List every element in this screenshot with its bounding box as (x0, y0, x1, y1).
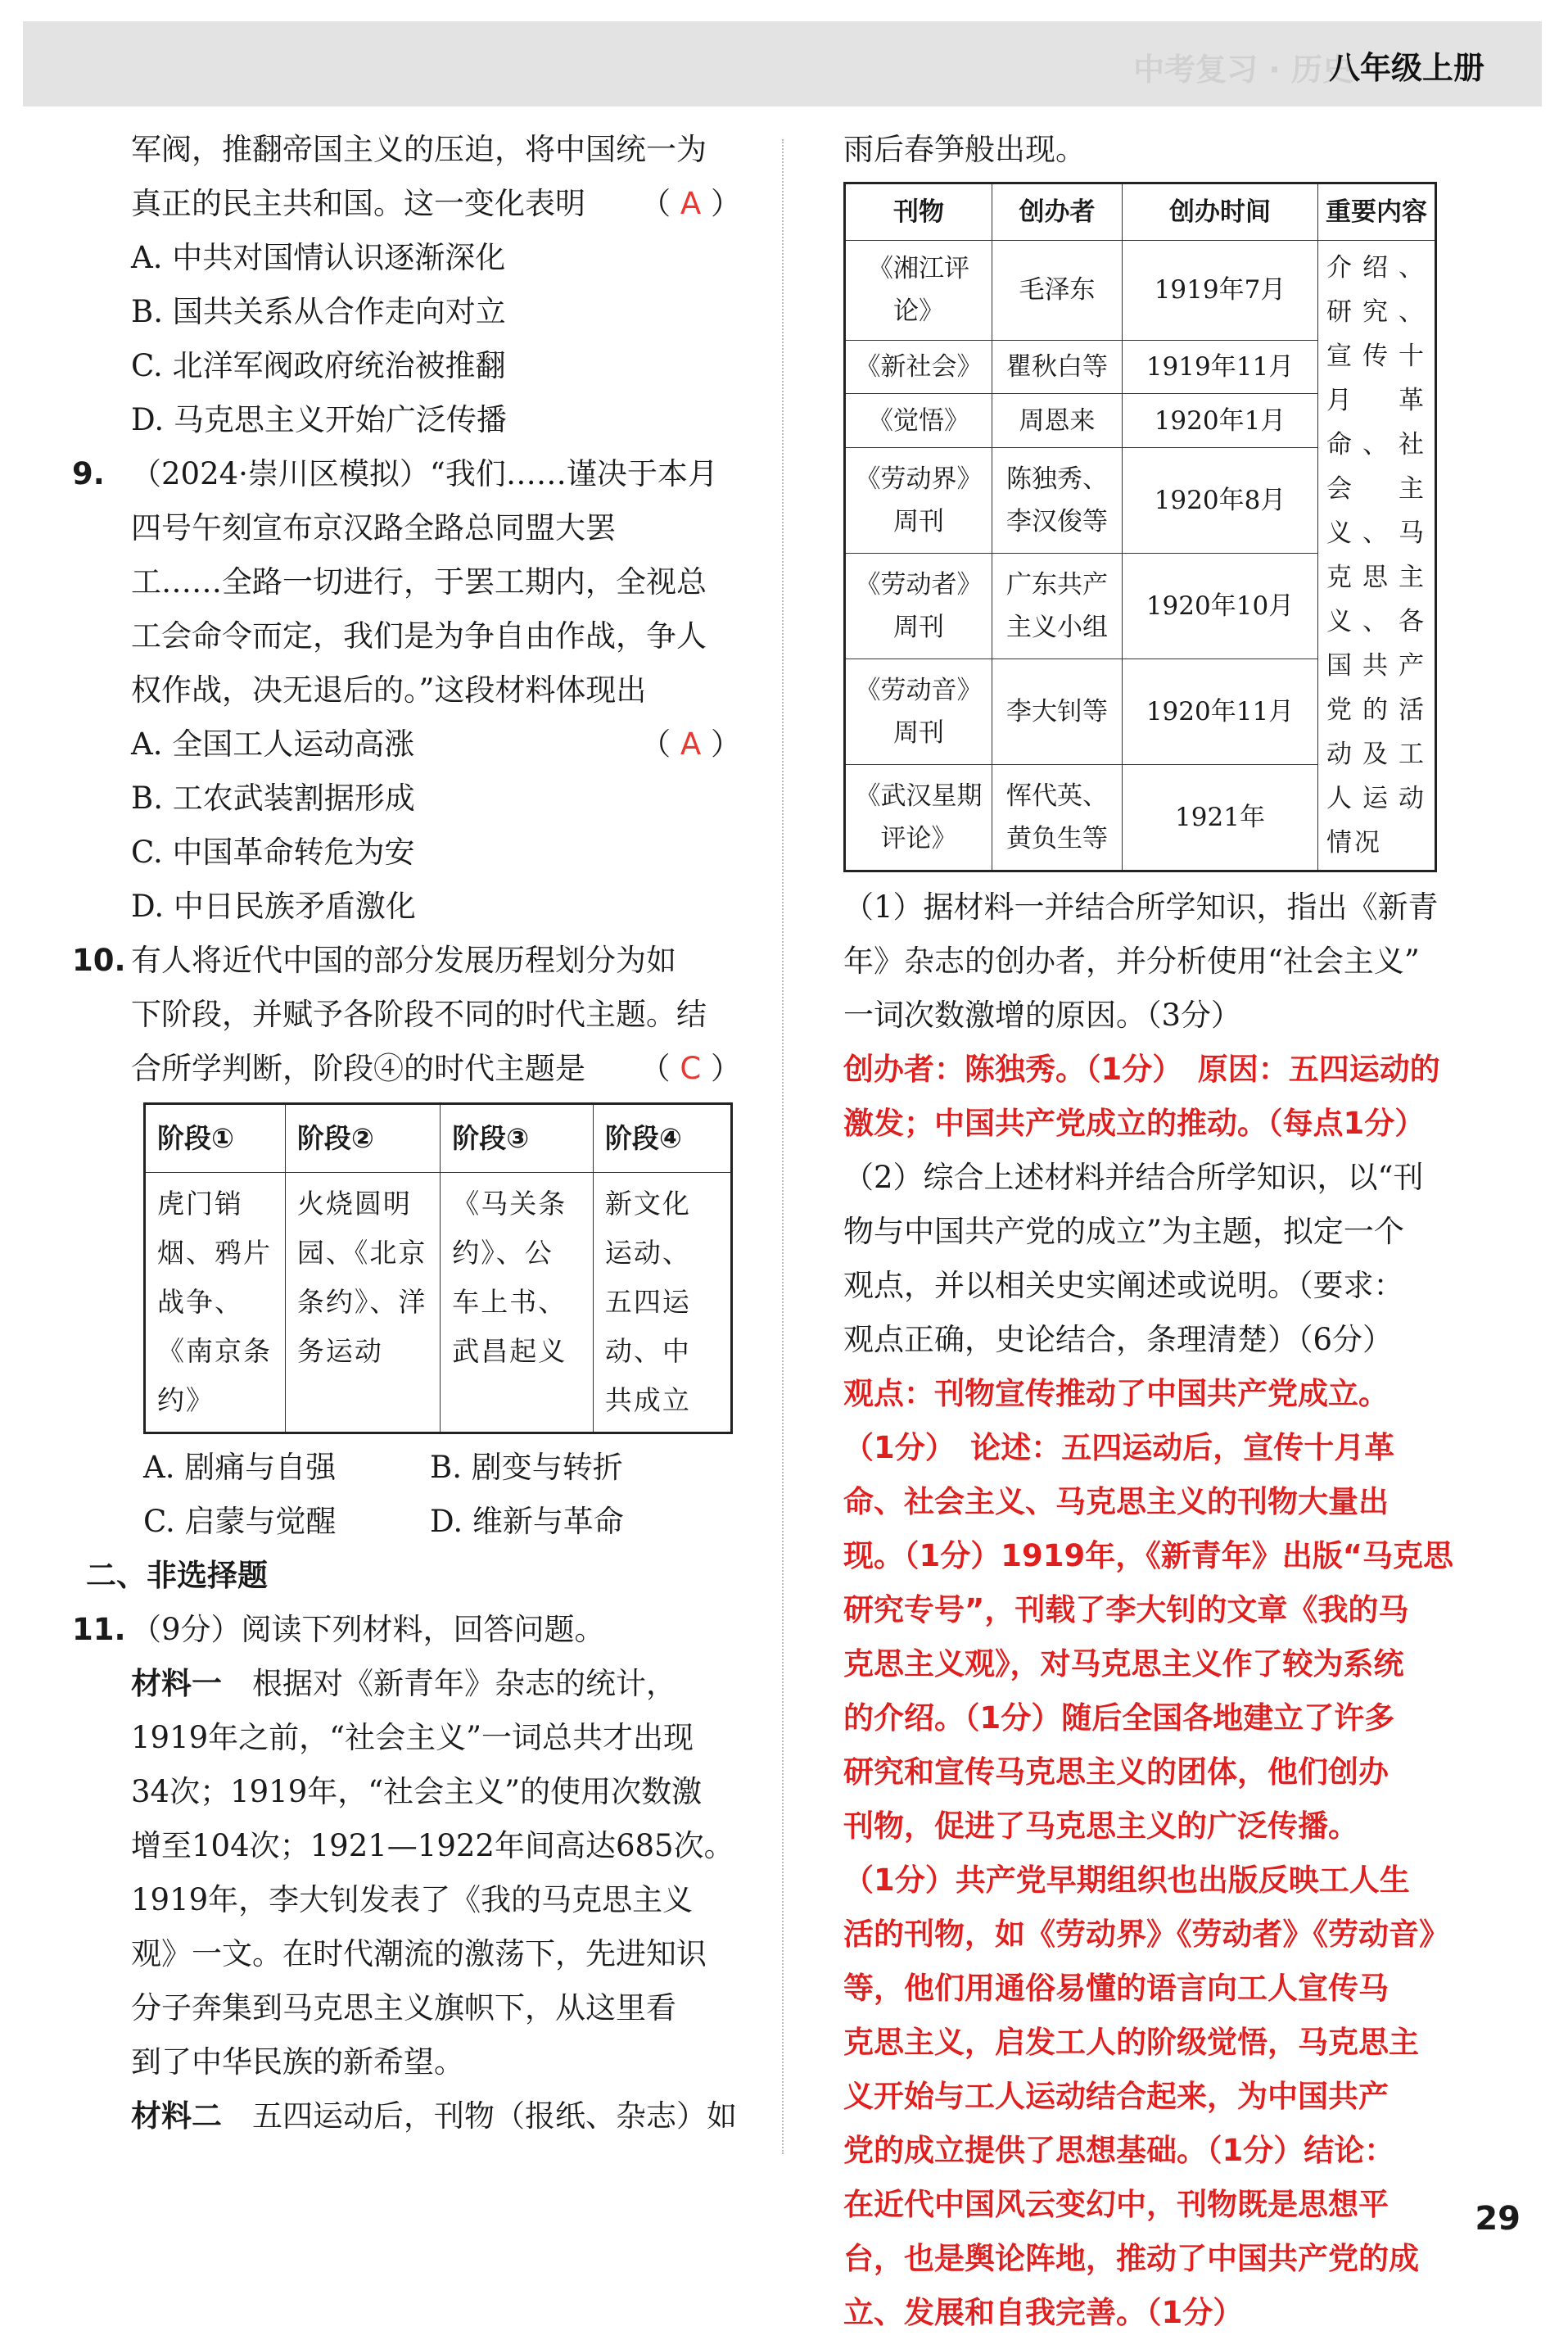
question-11 (72, 1603, 741, 2143)
answer-line: 活的刊物，如《劳动界》《劳动者》《劳动音》 (843, 1917, 1449, 1952)
question-text-line: 真正的民主共和国。这一变化表明 （ A ） (131, 186, 741, 221)
publication-table (843, 182, 1437, 872)
sub-question-line: 观点，并以相关史实阐述或说明。（要求： (843, 1268, 1404, 1303)
question-number: 10. (72, 943, 126, 978)
material-text-line: 34次；1919年，“社会主义”的使用次数激 (131, 1774, 703, 1809)
answer-mark: C (680, 1051, 702, 1086)
pub-cell: 恽代英、黄负生等 (992, 765, 1123, 871)
sub-question-line: 年》杂志的创办者，并分析使用“社会主义” (843, 944, 1420, 979)
stage-cell: 《马关条约》、公车上书、武昌起义 (441, 1173, 594, 1433)
question-10: 10. 有人将近代中国的部分发展历程划分为如 下阶段，并赋予各阶段不同的时代主题。结 合所学判断，阶段④的时代主题是 （ C ） (86, 934, 741, 1096)
answer-line: 台，也是舆论阵地，推动了中国共产党的成 (843, 2241, 1419, 2276)
material-text-line: 1919年，李大钊发表了《我的马克思主义 (131, 1882, 694, 1917)
material-text-line: 到了中华民族的新希望。 (131, 2044, 464, 2080)
question-text-line: 军阀，推翻帝国主义的压迫，将中国统一为 (131, 132, 707, 167)
answer-line: 立、发展和自我完善。（1分） (843, 2295, 1244, 2330)
right-column (843, 123, 1454, 2340)
pub-header: 创办者 (992, 183, 1123, 241)
stage-header: 阶段③ (441, 1104, 594, 1173)
material-text-line: 五四运动后，刊物（报纸、杂志）如 (252, 2098, 737, 2134)
pub-cell: 1920年1月 (1123, 394, 1318, 448)
option: D. 中日民族矛盾激化 (131, 889, 416, 924)
option: B. 国共关系从合作走向对立 (131, 294, 506, 329)
answer-line: 克思主义观》，对马克思主义作了较为系统 (843, 1646, 1404, 1681)
pub-content-cell: 介绍、研究、宣传十月革命、社会主义、马克思主义、各国共产党的活动及工人运动情况 (1318, 241, 1436, 871)
left-column (72, 123, 741, 2143)
pub-cell: 1920年11月 (1123, 659, 1318, 765)
option: C. 中国革命转危为安 (131, 835, 415, 870)
answer-line: 创办者：陈独秀。（1分） 原因：五四运动的 (843, 1052, 1440, 1087)
stage-header: 阶段② (285, 1104, 440, 1173)
option: A. 剧痛与自强 (143, 1450, 337, 1485)
question-number: 9. (72, 456, 105, 491)
question-8 (86, 123, 741, 447)
option: A. 中共对国情认识逐渐深化 (131, 240, 506, 275)
pub-cell: 1919年11月 (1123, 340, 1318, 394)
pub-cell: 《觉悟》 (845, 394, 992, 448)
pub-cell: 《劳动者》周刊 (845, 554, 992, 659)
pub-cell: 《劳动音》周刊 (845, 659, 992, 765)
question-9: 9. （2024·崇川区模拟）“我们……谨决于本月 四号午刻宣布京汉路全路总同盟大罢 工……全路一切进行，于罢工期内，全视总 工会命令而定，我们是为争自由作战，争人 权作战，决无退后的。”这段材料体现出 （ A ） A. 全国工人运动高涨 B. 工农武装割据形成 C. 中国革命转危为安 D. 中日民族矛盾激化 (86, 447, 741, 934)
pub-cell: 1920年8月 (1123, 448, 1318, 554)
column-divider (782, 139, 784, 2154)
option: A. 全国工人运动高涨 (131, 726, 415, 762)
answer-line: 激发；中国共产党成立的推动。（每点1分） (843, 1106, 1426, 1141)
material-text-line: 雨后春笋般出现。 (843, 132, 1086, 167)
sub-question-line: （1）据材料一并结合所学知识，指出《新青 (843, 889, 1439, 925)
answer-line: 克思主义，启发工人的阶级觉悟，马克思主 (843, 2025, 1419, 2060)
pub-header: 重要内容 (1318, 183, 1436, 241)
pub-cell: 《湘江评论》 (845, 241, 992, 341)
pub-cell: 瞿秋白等 (992, 340, 1123, 394)
answer-line: 党的成立提供了思想基础。（1分）结论： (843, 2133, 1395, 2168)
answer-2 (843, 1367, 1454, 2340)
pub-header: 刊物 (845, 183, 992, 241)
question-text-line: 下阶段，并赋予各阶段不同的时代主题。结 (131, 997, 707, 1032)
option: D. 维新与革命 (430, 1504, 624, 1539)
material-label: 材料一 (131, 1666, 222, 1701)
page-number: 29 (1475, 2200, 1521, 2238)
answer-line: 刊物，促进了马克思主义的广泛传播。 (843, 1808, 1358, 1844)
pub-cell: 1920年10月 (1123, 554, 1318, 659)
question-number: 11. (72, 1612, 126, 1647)
answer-line: 的介绍。（1分）随后全国各地建立了许多 (843, 1700, 1395, 1736)
question-text-line: 四号午刻宣布京汉路全路总同盟大罢 (131, 510, 616, 545)
question-text-line: （9分）阅读下列材料，回答问题。 (131, 1612, 605, 1647)
answer-line: （1分）共产党早期组织也出版反映工人生 (843, 1862, 1410, 1898)
option: D. 马克思主义开始广泛传播 (131, 402, 507, 437)
grade-label: 八年级上册 (1328, 50, 1484, 86)
answer-line: 等，他们用通俗易懂的语言向工人宣传马 (843, 1971, 1389, 2006)
answer-line: 研究和宣传马克思主义的团体，他们创办 (843, 1754, 1389, 1790)
answer-line: （1分） 论述：五四运动后，宣传十月革 (843, 1430, 1395, 1465)
pub-header: 创办时间 (1123, 183, 1318, 241)
answer-line: 命、社会主义、马克思主义的刊物大量出 (843, 1484, 1389, 1519)
material-label: 材料二 (131, 2098, 222, 2134)
pub-cell: 陈独秀、李汉俊等 (992, 448, 1123, 554)
section-title: 二、非选择题 (86, 1558, 268, 1593)
answer-mark: A (680, 726, 702, 762)
question-text-line: 工会命令而定，我们是为争自由作战，争人 (131, 618, 707, 654)
material-text-line: 增至104次；1921—1922年间高达685次。 (131, 1828, 734, 1863)
page-header (23, 21, 1542, 106)
answer-mark: A (680, 186, 702, 221)
pub-cell: 广东共产主义小组 (992, 554, 1123, 659)
pub-cell: 《劳动界》周刊 (845, 448, 992, 554)
sub-question-line: 物与中国共产党的成立”为主题，拟定一个 (843, 1214, 1404, 1249)
answer-line: 现。（1分）1919年，《新青年》出版“马克思 (843, 1538, 1454, 1573)
pub-cell: 1919年7月 (1123, 241, 1318, 341)
pub-cell: 李大钊等 (992, 659, 1123, 765)
question-text-line: （2024·崇川区模拟）“我们……谨决于本月 (131, 456, 718, 491)
sub-question-line: 一词次数激增的原因。（3分） (843, 998, 1242, 1033)
answer-line: 在近代中国风云变幻中，刊物既是思想平 (843, 2187, 1389, 2222)
material-text-line: 根据对《新青年》杂志的统计， (252, 1666, 676, 1701)
option: B. 剧变与转折 (430, 1450, 623, 1485)
header-watermark: 中考复习 · 历史 (1133, 52, 1353, 88)
option: C. 北洋军阀政府统治被推翻 (131, 348, 506, 383)
question-text-line: 权作战，决无退后的。”这段材料体现出 (131, 672, 647, 708)
pub-cell: 周恩来 (992, 394, 1123, 448)
answer-line: 义开始与工人运动结合起来，为中国共产 (843, 2079, 1389, 2114)
material-text-line: 1919年之前，“社会主义”一词总共才出现 (131, 1720, 694, 1755)
pub-cell: 《武汉星期评论》 (845, 765, 992, 871)
answer-line: 研究专号”，刊载了李大钊的文章《我的马 (843, 1592, 1409, 1627)
sub-question-line: 观点正确，史论结合，条理清楚）（6分） (843, 1322, 1394, 1357)
pub-cell: 1921年 (1123, 765, 1318, 871)
stage-cell: 虎门销烟、鸦片战争、《南京条约》 (145, 1173, 286, 1433)
option: B. 工农武装割据形成 (131, 781, 415, 816)
answer-line: 观点：刊物宣传推动了中国共产党成立。 (843, 1376, 1389, 1411)
sub-question-line: （2）综合上述材料并结合所学知识，以“刊 (843, 1160, 1424, 1195)
question-text-line: 合所学判断，阶段④的时代主题是 (131, 1051, 585, 1086)
stage-cell: 火烧圆明园、《北京条约》、洋务运动 (285, 1173, 440, 1433)
stage-header: 阶段④ (593, 1104, 731, 1173)
question-text-line: 有人将近代中国的部分发展历程划分为如 (131, 943, 676, 978)
material-text-line: 分子奔集到马克思主义旗帜下，从这里看 (131, 1990, 676, 2025)
material-text-line: 观》一文。在时代潮流的激荡下，先进知识 (131, 1936, 707, 1971)
question-text-line: 工……全路一切进行，于罢工期内，全视总 (131, 564, 707, 600)
pub-cell: 《新社会》 (845, 340, 992, 394)
stage-table (143, 1102, 733, 1434)
pub-cell: 毛泽东 (992, 241, 1123, 341)
stage-cell: 新文化运动、五四运动、中共成立 (593, 1173, 731, 1433)
option: C. 启蒙与觉醒 (143, 1504, 337, 1539)
stage-header: 阶段① (145, 1104, 286, 1173)
